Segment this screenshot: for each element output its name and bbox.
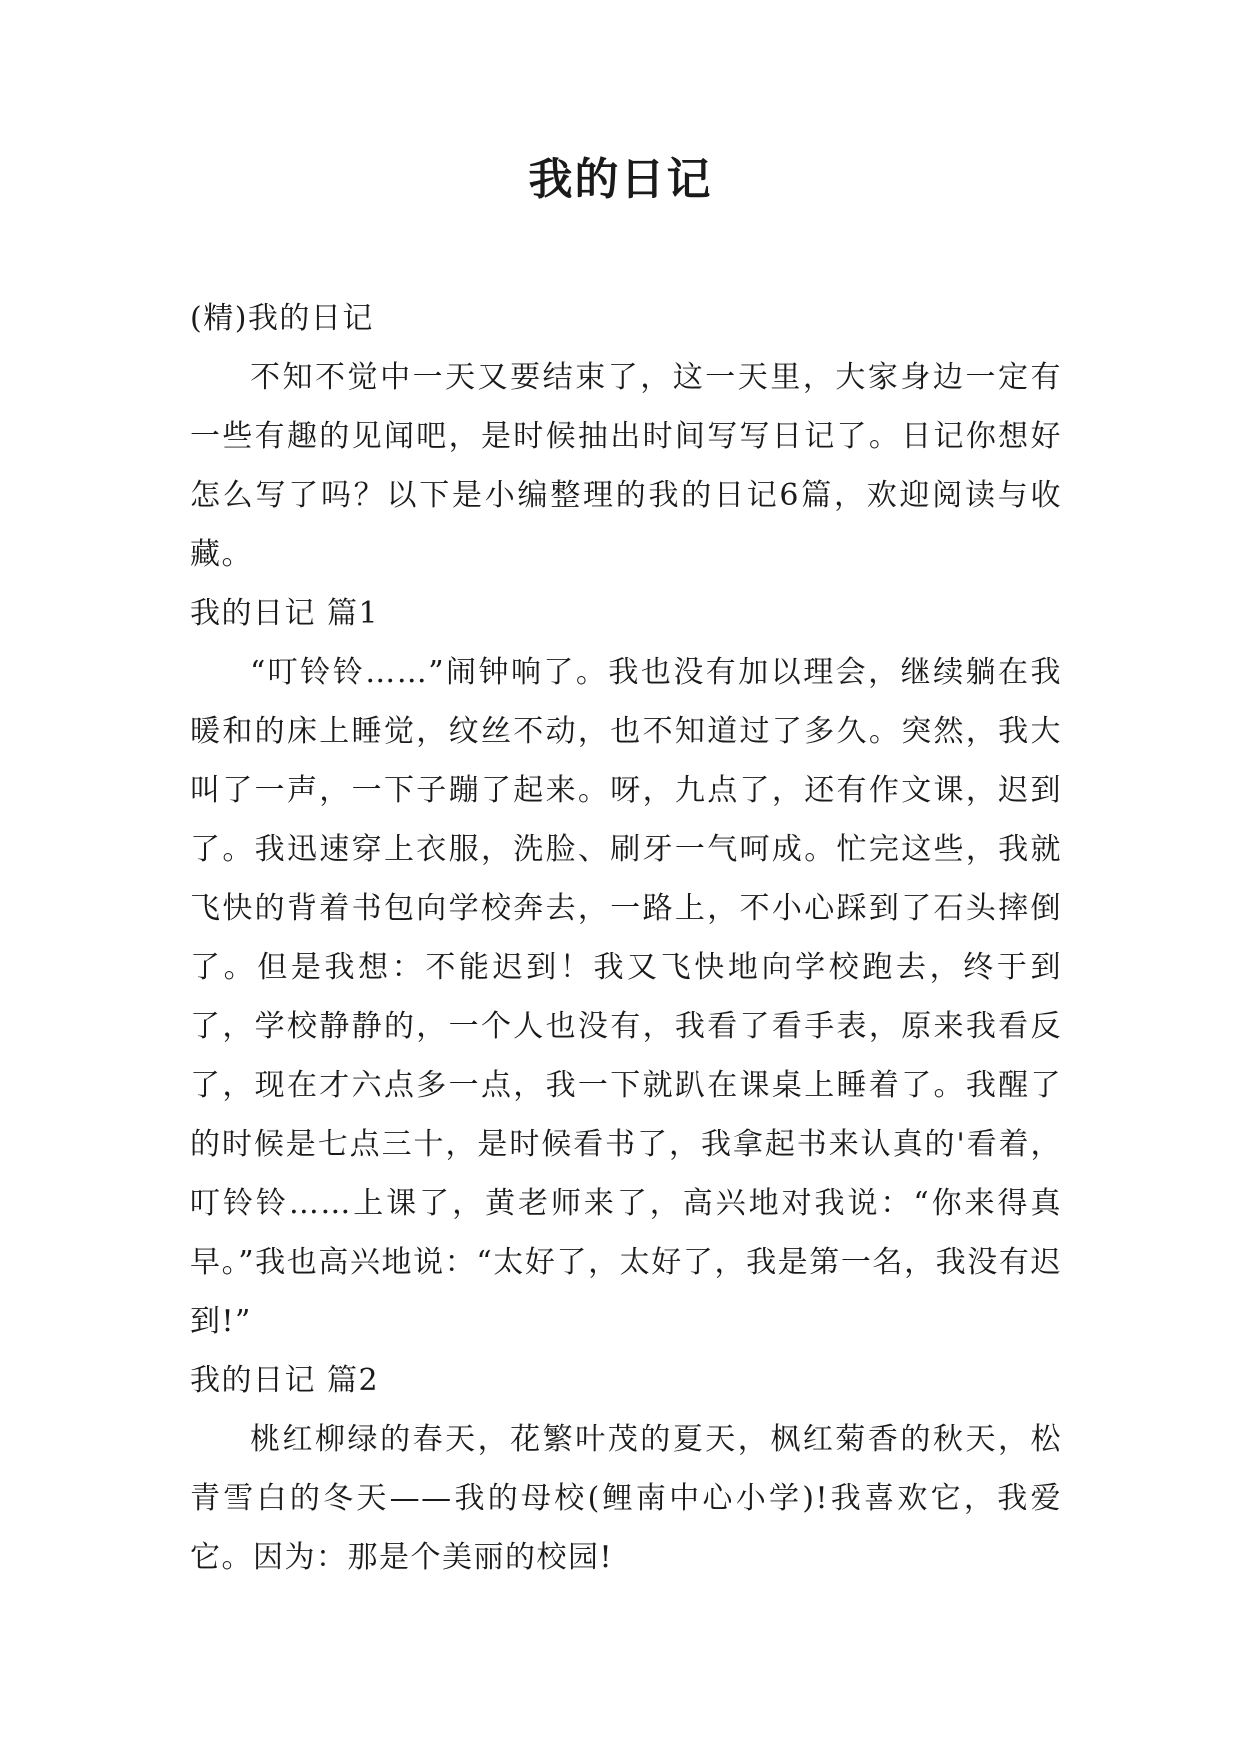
body-paragraph: 桃红柳绿的春天，花繁叶茂的夏天，枫红菊香的秋天，松青雪白的冬天——我的母校(鲤南中心小学)!我喜欢它，我爱它。因为：那是个美丽的校园!	[190, 1422, 1062, 1575]
body-paragraph: 不知不觉中一天又要结束了，这一天里，大家身边一定有一些有趣的见闻吧，是时候抽出时间写写日记了。日记你想好怎么写了吗？以下是小编整理的我的日记6篇，欢迎阅读与收藏。	[190, 360, 1062, 572]
section-heading: 我的日记 篇1	[190, 596, 380, 631]
body-paragraph: “叮铃铃……”闹钟响了。我也没有加以理会，继续躺在我暖和的床上睡觉，纹丝不动，也不知道过了多久。突然，我大叫了一声，一下子蹦了起来。呀，九点了，还有作文课，迟到了。我迅速穿上衣服，洗脸、刷牙一气呵成。忙完这些，我就飞快的背着书包向学校奔去，一路上，不小心踩到了石头摔倒了。但是我想：不能迟到！我又飞快地向学校跑去，终于到了，学校静静的，一个人也没有，我看了看手表，原来我看反了，现在才六点多一点，我一下就趴在课桌上睡着了。我醒了的时候是七点三十，是时候看书了，我拿起书来认真的'看着，叮铃铃……上课了，黄老师来了，高兴地对我说：“你来得真早。”我也高兴地说：“太好了，太好了，我是第一名，我没有迟到!”	[190, 655, 1062, 1339]
document-body	[190, 289, 1062, 1587]
section-heading: (精)我的日记	[190, 301, 374, 336]
section-heading: 我的日记 篇2	[190, 1363, 380, 1398]
document-title: 我的日记	[528, 154, 713, 205]
